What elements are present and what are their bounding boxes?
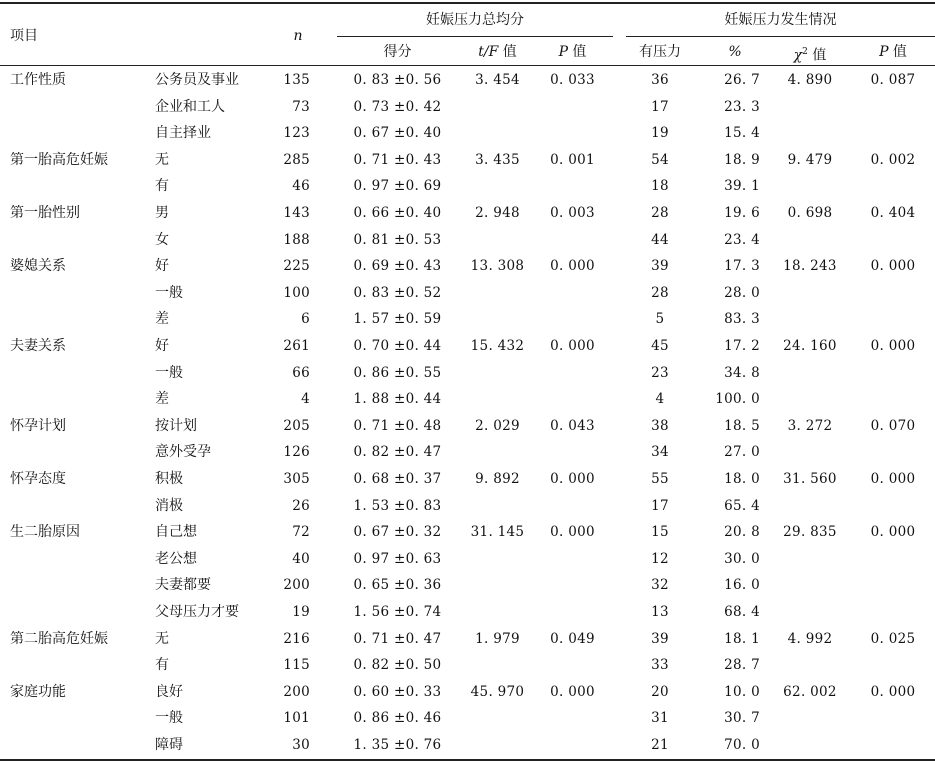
cell-score: 0. 82 ±0. 50 (353, 657, 442, 674)
cell-pct: 23. 3 (724, 98, 760, 115)
cell-chi: 0. 698 (787, 205, 833, 221)
cell-score: 0. 82 ±0. 47 (353, 444, 442, 461)
cell-cat: 无 (155, 151, 169, 168)
cell-n: 200 (283, 683, 310, 700)
cell-cat: 障碍 (155, 737, 183, 753)
cell-cat: 消极 (155, 497, 183, 514)
header-p1-suffix: 值 (567, 44, 587, 60)
cell-stress: 15 (651, 524, 669, 541)
cell-score: 0. 67 ±0. 32 (353, 524, 442, 541)
cell-n: 200 (283, 577, 310, 594)
cell-n: 305 (283, 471, 310, 487)
cell-cat: 男 (155, 205, 169, 221)
cell-n: 19 (292, 604, 310, 620)
header-tf-symbol: t/F (478, 44, 499, 60)
cell-p1: 0. 049 (550, 630, 595, 647)
cell-n: 115 (283, 657, 310, 674)
cell-chi: 18. 243 (783, 258, 837, 275)
cell-p2: 0. 000 (870, 338, 916, 354)
cell-chi: 31. 560 (783, 471, 837, 487)
cell-group: 怀孕态度 (10, 471, 66, 487)
cell-cat: 有 (155, 657, 169, 674)
cell-p1: 0. 000 (550, 258, 595, 275)
cell-stress: 18 (651, 178, 669, 195)
cell-cat: 意外受孕 (155, 444, 211, 461)
cell-stress: 39 (651, 258, 669, 275)
cell-cat: 按计划 (155, 417, 197, 434)
cell-pct: 27. 0 (724, 444, 760, 461)
cell-n: 205 (283, 417, 310, 434)
header-percent: % (728, 44, 742, 60)
cell-score: 0. 67 ±0. 40 (353, 125, 442, 142)
cell-stress: 34 (651, 444, 669, 461)
cell-tf: 3. 435 (475, 151, 520, 168)
cell-cat: 老公想 (155, 550, 197, 567)
cell-n: 26 (292, 497, 310, 514)
cell-pct: 100. 0 (715, 391, 760, 408)
cell-n: 72 (292, 524, 310, 541)
cell-chi: 62. 002 (783, 683, 837, 700)
cell-n: 66 (292, 364, 310, 381)
cell-score: 1. 88 ±0. 44 (353, 391, 442, 408)
cell-tf: 3. 454 (475, 72, 520, 88)
cell-p2: 0. 087 (870, 72, 916, 88)
cell-score: 0. 71 ±0. 43 (353, 151, 442, 168)
cell-pct: 19. 6 (724, 205, 760, 221)
cell-p2: 0. 025 (870, 630, 916, 647)
cell-cat: 好 (155, 258, 169, 275)
cell-score: 0. 97 ±0. 69 (353, 178, 442, 195)
cell-n: 30 (292, 737, 310, 753)
cell-p2: 0. 002 (870, 151, 916, 168)
header-chi-symbol: χ (793, 47, 803, 64)
cell-cat: 公务员及事业 (155, 72, 239, 88)
cell-tf: 45. 970 (470, 683, 525, 700)
cell-n: 40 (292, 550, 310, 567)
cell-n: 188 (283, 231, 310, 248)
cell-stress: 4 (655, 391, 665, 408)
cell-cat: 一般 (155, 284, 183, 301)
cell-chi: 3. 272 (787, 417, 833, 434)
cell-cat: 无 (155, 630, 169, 647)
cell-tf: 13. 308 (470, 258, 525, 275)
cell-pct: 17. 3 (724, 258, 760, 275)
cell-tf: 31. 145 (470, 524, 525, 541)
cell-chi: 4. 992 (787, 630, 833, 647)
header-chi-suffix: 值 (807, 47, 827, 64)
cell-group: 婆媳关系 (10, 258, 66, 275)
cell-n: 123 (283, 125, 310, 142)
cell-stress: 44 (651, 231, 669, 248)
cell-n: 101 (283, 710, 310, 727)
cell-pct: 18. 0 (724, 471, 760, 487)
header-chi-superscript: 2 (802, 47, 808, 57)
cell-stress: 36 (651, 72, 669, 88)
cell-stress: 32 (651, 577, 669, 594)
cell-pct: 30. 0 (724, 550, 760, 567)
cell-chi: 24. 160 (783, 338, 837, 354)
cell-score: 0. 86 ±0. 55 (353, 364, 442, 381)
header-item: 项目 (10, 28, 38, 44)
cell-group: 第一胎性别 (10, 205, 80, 221)
cell-stress: 28 (651, 205, 669, 221)
cell-score: 0. 86 ±0. 46 (353, 710, 442, 727)
cell-pct: 34. 8 (724, 364, 760, 381)
cell-cat: 夫妻都要 (155, 577, 211, 594)
cell-p2: 0. 000 (870, 683, 916, 700)
cell-pct: 28. 7 (724, 657, 760, 674)
cell-cat: 差 (155, 311, 169, 328)
cell-p1: 0. 001 (550, 151, 595, 168)
bottom-rule (0, 759, 935, 761)
cell-pct: 16. 0 (724, 577, 760, 594)
cell-cat: 父母压力才要 (155, 604, 239, 620)
cell-group: 家庭功能 (10, 683, 66, 700)
cell-stress: 13 (651, 604, 669, 620)
cell-cat: 一般 (155, 710, 183, 727)
cell-score: 0. 73 ±0. 42 (353, 98, 442, 115)
cell-stress: 33 (651, 657, 669, 674)
cell-p1: 0. 000 (550, 471, 595, 487)
cell-stress: 55 (651, 471, 669, 487)
cell-stress: 5 (655, 311, 665, 328)
cell-group: 怀孕计划 (10, 417, 66, 434)
cell-cat: 良好 (155, 683, 183, 700)
cell-stress: 17 (651, 497, 669, 514)
cell-n: 4 (301, 391, 310, 408)
cell-tf: 2. 948 (475, 205, 520, 221)
cell-pct: 18. 9 (724, 151, 760, 168)
cell-score: 0. 81 ±0. 53 (353, 231, 442, 248)
cell-cat: 企业和工人 (155, 98, 225, 115)
cell-group: 第一胎高危妊娠 (10, 151, 108, 168)
cell-group: 生二胎原因 (10, 524, 80, 541)
cell-stress: 28 (651, 284, 669, 301)
cell-group: 第二胎高危妊娠 (10, 630, 108, 647)
group-rule-score (337, 36, 613, 37)
cell-chi: 9. 479 (787, 151, 833, 168)
cell-tf: 9. 892 (475, 471, 520, 487)
cell-score: 1. 53 ±0. 83 (353, 497, 442, 514)
cell-n: 46 (292, 178, 310, 195)
cell-pct: 10. 0 (724, 683, 760, 700)
cell-n: 261 (283, 338, 310, 354)
cell-group: 夫妻关系 (10, 338, 66, 354)
cell-tf: 2. 029 (475, 417, 520, 434)
cell-cat: 一般 (155, 364, 183, 381)
cell-p1: 0. 000 (550, 524, 595, 541)
header-chi (775, 43, 845, 65)
cell-p2: 0. 000 (870, 258, 916, 275)
cell-n: 100 (283, 284, 310, 301)
cell-pct: 17. 2 (724, 338, 760, 354)
cell-chi: 4. 890 (787, 72, 833, 88)
cell-pct: 39. 1 (724, 178, 760, 195)
cell-cat: 差 (155, 391, 169, 408)
header-tf-suffix: 值 (498, 44, 517, 60)
cell-stress: 21 (651, 737, 669, 753)
cell-p1: 0. 000 (550, 338, 595, 354)
cell-pct: 83. 3 (724, 311, 760, 328)
cell-stress: 31 (651, 710, 669, 727)
cell-cat: 自己想 (155, 524, 197, 541)
cell-cat: 积极 (155, 471, 183, 487)
cell-score: 0. 83 ±0. 52 (353, 284, 442, 301)
cell-cat: 好 (155, 338, 169, 354)
cell-stress: 38 (651, 417, 669, 434)
cell-stress: 23 (651, 364, 669, 381)
header-p2-suffix: 值 (888, 44, 907, 60)
cell-n: 135 (283, 72, 310, 88)
header-p2 (858, 43, 928, 61)
cell-pct: 18. 1 (724, 630, 760, 647)
cell-stress: 19 (651, 125, 669, 142)
cell-stress: 20 (651, 683, 669, 700)
cell-score: 0. 66 ±0. 40 (353, 205, 442, 221)
cell-group: 工作性质 (10, 72, 66, 88)
cell-score: 0. 69 ±0. 43 (353, 258, 442, 275)
cell-p1: 0. 043 (550, 417, 595, 434)
cell-cat: 女 (155, 231, 169, 248)
header-group-score: 妊娠压力总均分 (426, 12, 524, 28)
cell-tf: 1. 979 (475, 630, 520, 647)
cell-pct: 23. 4 (724, 231, 760, 248)
cell-n: 126 (283, 444, 310, 461)
cell-score: 0. 97 ±0. 63 (353, 550, 442, 567)
cell-stress: 12 (651, 550, 669, 567)
cell-pct: 28. 0 (724, 284, 760, 301)
header-has-stress: 有压力 (639, 44, 681, 60)
cell-stress: 54 (651, 151, 669, 168)
cell-stress: 17 (651, 98, 669, 115)
cell-score: 0. 60 ±0. 33 (353, 683, 442, 700)
cell-score: 0. 83 ±0. 56 (353, 72, 442, 88)
cell-score: 0. 71 ±0. 47 (353, 630, 442, 647)
header-rule (0, 65, 935, 66)
cell-pct: 65. 4 (724, 497, 760, 514)
cell-p2: 0. 070 (870, 417, 916, 434)
cell-n: 73 (292, 98, 310, 115)
cell-score: 0. 70 ±0. 44 (353, 338, 442, 354)
cell-stress: 39 (651, 630, 669, 647)
cell-chi: 29. 835 (783, 524, 837, 541)
header-p2-symbol: P (879, 44, 889, 60)
cell-score: 0. 71 ±0. 48 (353, 417, 442, 434)
cell-pct: 70. 0 (724, 737, 760, 753)
cell-score: 0. 68 ±0. 37 (353, 471, 442, 487)
header-score: 得分 (383, 44, 412, 60)
cell-p2: 0. 404 (870, 205, 916, 221)
cell-p1: 0. 000 (550, 683, 595, 700)
cell-cat: 自主择业 (155, 125, 211, 142)
header-n: n (293, 28, 303, 44)
cell-cat: 有 (155, 178, 169, 195)
header-p1 (535, 43, 610, 61)
cell-n: 285 (283, 151, 310, 168)
cell-score: 1. 56 ±0. 74 (353, 604, 442, 620)
cell-pct: 20. 8 (724, 524, 760, 541)
cell-score: 0. 65 ±0. 36 (353, 577, 442, 594)
header-group-occurrence: 妊娠压力发生情况 (724, 12, 837, 28)
header-tf (455, 43, 540, 61)
cell-pct: 15. 4 (724, 125, 760, 142)
cell-n: 143 (283, 205, 310, 221)
cell-n: 216 (283, 630, 310, 647)
header-p1-symbol: P (558, 44, 568, 60)
cell-pct: 30. 7 (724, 710, 760, 727)
cell-score: 1. 57 ±0. 59 (353, 311, 442, 328)
cell-score: 1. 35 ±0. 76 (353, 737, 442, 753)
group-rule-occurrence (626, 36, 935, 37)
cell-n: 6 (301, 311, 310, 328)
cell-p2: 0. 000 (870, 524, 916, 541)
top-rule (0, 2, 935, 4)
cell-pct: 18. 5 (724, 417, 760, 434)
cell-n: 225 (283, 258, 310, 275)
cell-p2: 0. 000 (870, 471, 916, 487)
cell-pct: 26. 7 (724, 72, 760, 88)
cell-pct: 68. 4 (724, 604, 760, 620)
cell-p1: 0. 033 (550, 72, 595, 88)
cell-tf: 15. 432 (470, 338, 525, 354)
cell-stress: 45 (651, 338, 669, 354)
cell-p1: 0. 003 (550, 205, 595, 221)
